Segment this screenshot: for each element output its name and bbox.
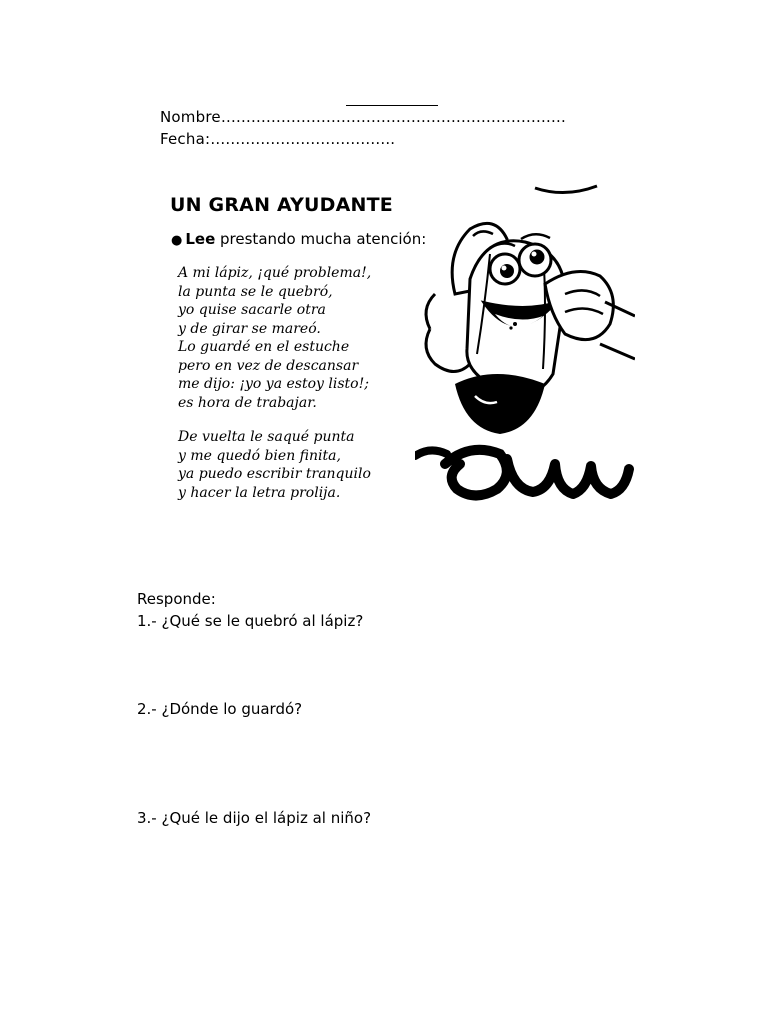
poem-line: pero en vez de descansar	[178, 357, 359, 374]
question-2: 2.- ¿Dónde lo guardó?	[137, 700, 303, 718]
poem-line: la punta se le quebró,	[178, 283, 333, 300]
poem-line: Lo guardé en el estuche	[178, 339, 350, 355]
poem-line: ya puedo escribir tranquilo	[178, 466, 371, 482]
instruction-text: prestando mucha atención:	[220, 230, 427, 248]
date-field[interactable]	[160, 130, 395, 148]
poem-line: me dijo: ¡yo ya estoy listo!;	[178, 376, 369, 392]
poem-line: y de girar se mareó.	[178, 320, 321, 337]
question-1: 1.- ¿Qué se le quebró al lápiz?	[137, 612, 364, 630]
poem-line: yo quise sacarle otra	[178, 302, 326, 318]
name-dots: ……………………………………………………………	[220, 108, 566, 126]
date-label: Fecha:	[160, 130, 211, 148]
bullet-icon: ●	[171, 233, 183, 248]
name-field[interactable]	[160, 108, 566, 126]
poem-line: De vuelta le saqué punta	[178, 429, 355, 445]
question-3: 3.- ¿Qué le dijo el lápiz al niño?	[137, 809, 372, 827]
poem	[178, 264, 371, 502]
poem-line: es hora de trabajar.	[178, 394, 317, 411]
date-dots: ……………………………….	[210, 130, 396, 148]
top-rule-line	[346, 105, 438, 106]
reading-section	[165, 184, 635, 529]
poem-line: y hacer la letra prolija.	[178, 484, 341, 501]
poem-stanza-1	[178, 264, 371, 412]
reading-title: UN GRAN AYUDANTE	[170, 194, 393, 216]
reading-instruction	[171, 230, 426, 248]
poem-line: y me quedó bien finita,	[178, 447, 341, 464]
questions-heading: Responde:	[137, 590, 216, 608]
poem-stanza-2	[178, 428, 371, 502]
instruction-bold: Lee	[185, 230, 216, 248]
pencil-character-illustration	[415, 184, 635, 529]
name-label: Nombre	[160, 108, 221, 126]
poem-line: A mi lápiz, ¡qué problema!,	[178, 265, 372, 281]
